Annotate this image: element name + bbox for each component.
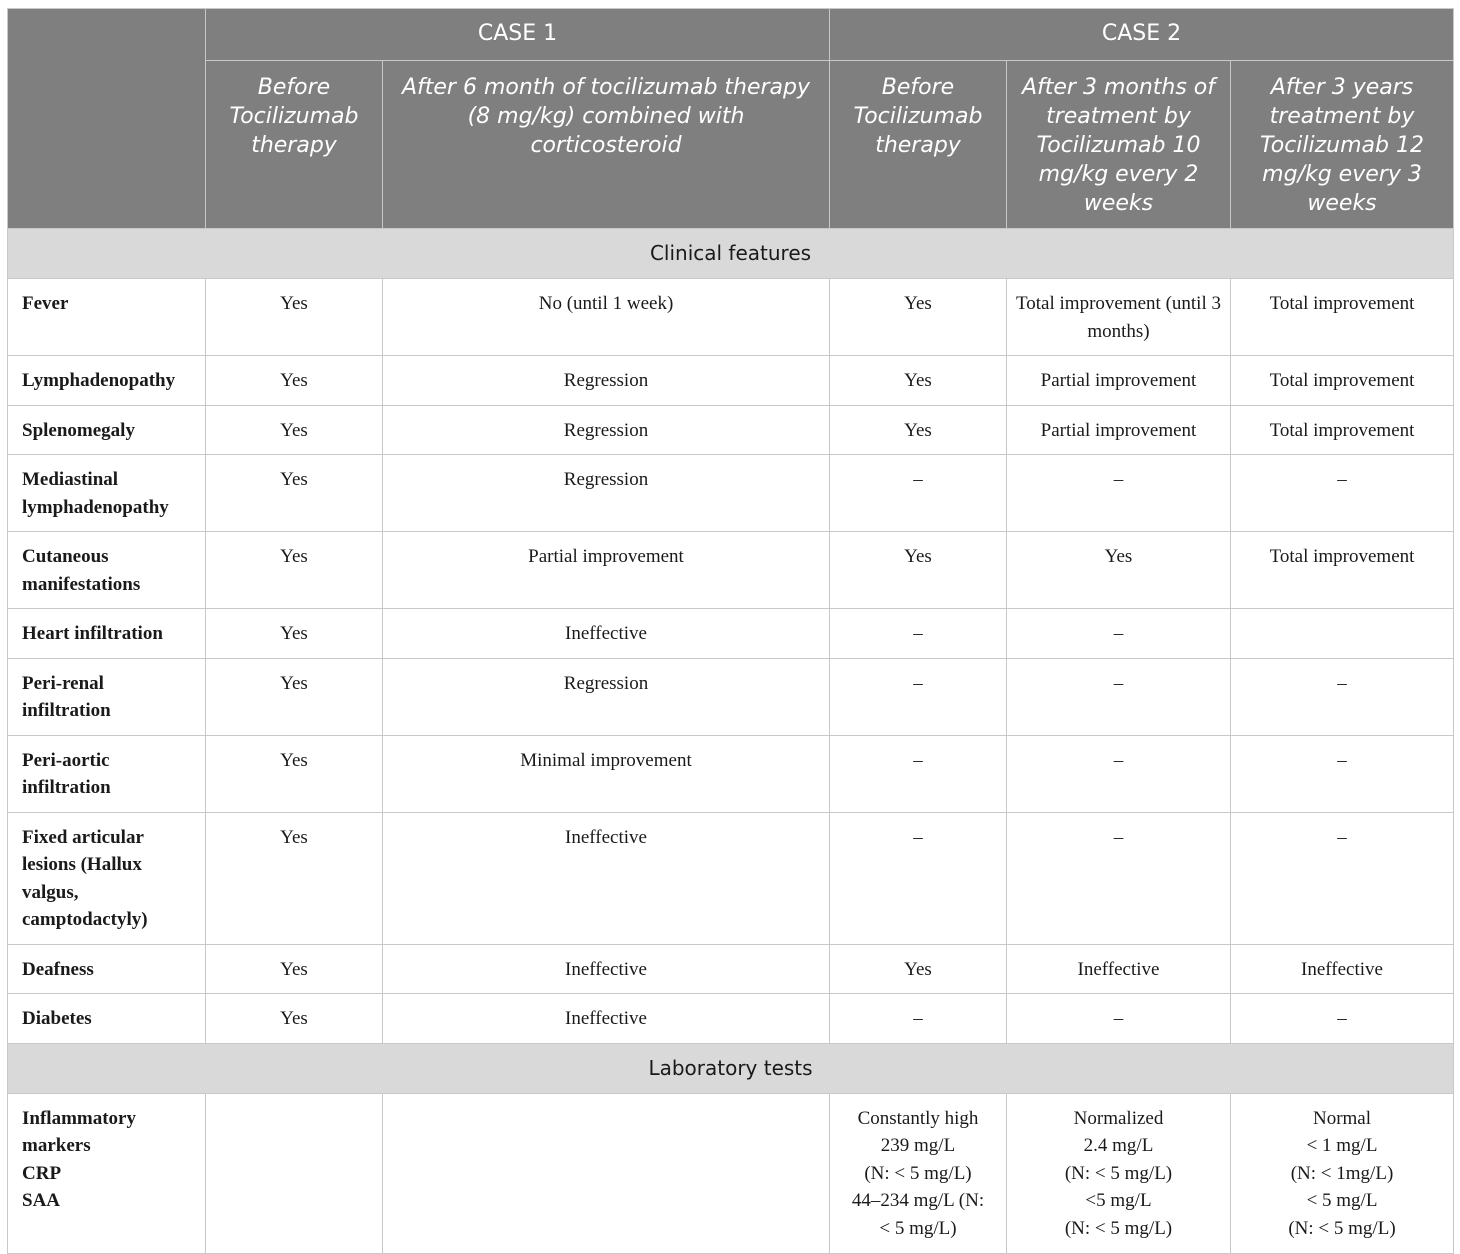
cell-case2-before: –	[830, 658, 1007, 735]
cell-case2-after-3-months: Partial improvement	[1007, 356, 1231, 406]
cell-case2-after-3-months: Ineffective	[1007, 944, 1231, 994]
cell-case2-after-3-months: –	[1007, 994, 1231, 1044]
value-line: < 5 mg/L	[1306, 1190, 1378, 1211]
row-label: Heart infiltration	[8, 609, 206, 659]
cell-case2-before: –	[830, 609, 1007, 659]
section-clinical-features: Clinical features	[8, 229, 1454, 279]
value-line: Constantly high	[857, 1107, 979, 1129]
cell-case2-after-3-months: Yes	[1007, 532, 1231, 609]
cell-case2-after-3-years: Total improvement	[1231, 279, 1454, 356]
cell-case1-after: Regression	[383, 455, 830, 532]
label-line: markers	[22, 1135, 91, 1156]
row-label: Splenomegaly	[8, 405, 206, 455]
table-row	[8, 455, 1454, 532]
cell-case1-after: Ineffective	[383, 944, 830, 994]
cell-case1-after: No (until 1 week)	[383, 279, 830, 356]
value-line: Normal	[1312, 1107, 1372, 1129]
header-case2-before: Before Tocilizumab therapy	[830, 61, 1007, 229]
cell-case1-before: Yes	[206, 735, 383, 812]
header-case2-after-3-months: After 3 months of treatment by Tocilizumab 10 mg/kg every 2 weeks	[1007, 61, 1231, 229]
cell-case2-before: –	[830, 994, 1007, 1044]
table-row	[8, 944, 1454, 994]
cell-case1-before: Yes	[206, 279, 383, 356]
cell-case2-after-3-months: –	[1007, 658, 1231, 735]
cell-case2-before: Yes	[830, 405, 1007, 455]
row-label: Mediastinal lymphadenopathy	[8, 455, 206, 532]
results-table	[7, 8, 1454, 1254]
cell-case2-after-3-months	[1007, 1093, 1231, 1253]
cell-case1-after: Ineffective	[383, 994, 830, 1044]
cell-case1-after: Ineffective	[383, 812, 830, 944]
cell-case2-after-3-years: Ineffective	[1231, 944, 1454, 994]
value-line: 239 mg/L	[880, 1135, 956, 1156]
value-line: (N: < 5 mg/L)	[1064, 1217, 1173, 1239]
row-label: Lymphadenopathy	[8, 356, 206, 406]
value-line: Normalized	[1073, 1107, 1164, 1129]
cell-case1-before: Yes	[206, 812, 383, 944]
table-row	[8, 658, 1454, 735]
cell-case1-after: Regression	[383, 356, 830, 406]
header-case1-after: After 6 month of tocilizumab therapy (8 mg/kg) combined with corticosteroid	[383, 61, 830, 229]
cell-case1-after: Ineffective	[383, 609, 830, 659]
table-row	[8, 609, 1454, 659]
value-line: < 1 mg/L	[1306, 1135, 1378, 1156]
header-case1: CASE 1	[206, 9, 830, 61]
cell-case1-after: Regression	[383, 658, 830, 735]
cell-case2-after-3-years: –	[1231, 658, 1454, 735]
cell-case2-after-3-years: Total improvement	[1231, 405, 1454, 455]
cell-case2-after-3-years: Total improvement	[1231, 532, 1454, 609]
cell-case2-before: –	[830, 812, 1007, 944]
cell-case2-after-3-months: Partial improvement	[1007, 405, 1231, 455]
row-label: Peri-renal infiltration	[8, 658, 206, 735]
cell-case1-before: Yes	[206, 658, 383, 735]
value-line: 2.4 mg/L	[1083, 1135, 1154, 1156]
cell-case2-after-3-years: –	[1231, 812, 1454, 944]
cell-case2-after-3-months: Total improvement (until 3 months)	[1007, 279, 1231, 356]
value-line: < 5 mg/L)	[879, 1217, 957, 1239]
label-line: SAA	[22, 1190, 61, 1211]
cell-case1-after	[383, 1093, 830, 1253]
table-row	[8, 994, 1454, 1044]
label-line: Inflammatory	[22, 1107, 136, 1129]
table-row	[8, 735, 1454, 812]
cell-case2-after-3-years	[1231, 1093, 1454, 1253]
cell-case2-after-3-months: –	[1007, 812, 1231, 944]
value-line: <5 mg/L	[1085, 1190, 1152, 1211]
header-case1-before: Before Tocilizumab therapy	[206, 61, 383, 229]
table-row	[8, 356, 1454, 406]
table-row	[8, 279, 1454, 356]
table-row	[8, 405, 1454, 455]
cell-case2-after-3-months: –	[1007, 609, 1231, 659]
cell-case1-before: Yes	[206, 405, 383, 455]
cell-case1-after: Regression	[383, 405, 830, 455]
row-label	[8, 1093, 206, 1253]
table-row	[8, 812, 1454, 944]
cell-case1-before: Yes	[206, 994, 383, 1044]
value-line: (N: < 5 mg/L)	[1064, 1162, 1173, 1184]
cell-case2-before	[830, 1093, 1007, 1253]
value-line: (N: < 1mg/L)	[1290, 1162, 1394, 1184]
row-label: Peri-aortic infiltration	[8, 735, 206, 812]
cell-case1-after: Partial improvement	[383, 532, 830, 609]
cell-case2-before: Yes	[830, 279, 1007, 356]
table-row	[8, 532, 1454, 609]
cell-case2-before: –	[830, 735, 1007, 812]
table-row	[8, 1093, 1454, 1253]
cell-case1-before: Yes	[206, 944, 383, 994]
cell-case2-after-3-years: –	[1231, 994, 1454, 1044]
value-line: (N: < 5 mg/L)	[864, 1162, 972, 1184]
cell-case1-before: Yes	[206, 609, 383, 659]
section-laboratory-tests: Laboratory tests	[8, 1043, 1454, 1093]
row-label: Fixed articular lesions (Hallux valgus, camptodactyly)	[8, 812, 206, 944]
header-case2: CASE 2	[830, 9, 1454, 61]
row-label: Cutaneous manifestations	[8, 532, 206, 609]
cell-case2-before: Yes	[830, 944, 1007, 994]
cell-case2-after-3-months: –	[1007, 735, 1231, 812]
cell-case1-before: Yes	[206, 532, 383, 609]
cell-case1-before	[206, 1093, 383, 1253]
cell-case2-after-3-years: –	[1231, 735, 1454, 812]
cell-case1-after: Minimal improvement	[383, 735, 830, 812]
header-case2-after-3-years: After 3 years treatment by Tocilizumab 12 mg/kg every 3 weeks	[1231, 61, 1454, 229]
value-line: (N: < 5 mg/L)	[1288, 1217, 1396, 1239]
label-line: CRP	[22, 1162, 62, 1184]
cell-case2-after-3-years: Total improvement	[1231, 356, 1454, 406]
cell-case1-before: Yes	[206, 455, 383, 532]
cell-case2-before: –	[830, 455, 1007, 532]
cell-case2-after-3-years: –	[1231, 455, 1454, 532]
row-label: Deafness	[8, 944, 206, 994]
cell-case2-after-3-months: –	[1007, 455, 1231, 532]
cell-case2-before: Yes	[830, 356, 1007, 406]
header-empty-cell	[8, 9, 206, 229]
cell-case2-after-3-years	[1231, 609, 1454, 659]
row-label: Fever	[8, 279, 206, 356]
cell-case1-before: Yes	[206, 356, 383, 406]
cell-case2-before: Yes	[830, 532, 1007, 609]
row-label: Diabetes	[8, 994, 206, 1044]
value-line: 44–234 mg/L (N:	[851, 1190, 985, 1211]
